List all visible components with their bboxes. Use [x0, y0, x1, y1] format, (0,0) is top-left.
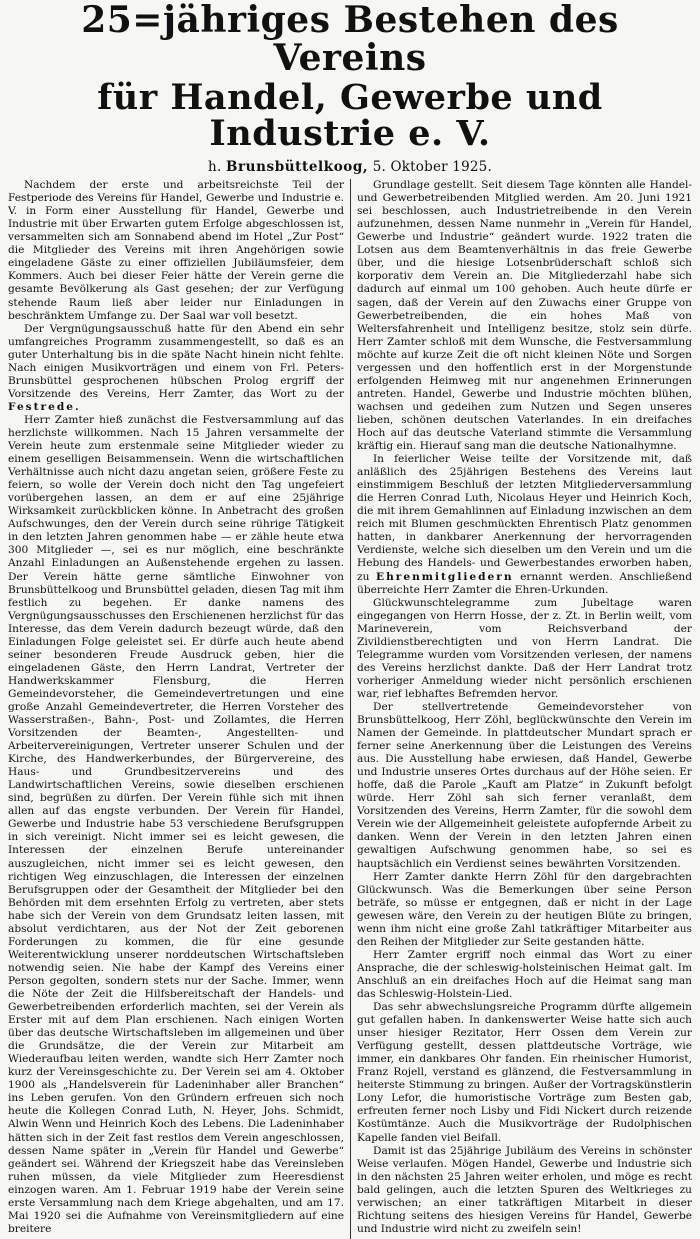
paragraph: Nachdem der erste und arbeitsreichste Teil der Festperiode des Vereins für Handel, Gewerbe und Industrie e. V. in Form einer Ausstellung für Handel, Gewerbe und Industrie mit über Erwarten gutem Erfolge abgeschlossen ist, versammelten sich am Sonnabend abend im Hotel „Zur Post“ die Mitglieder des Vereins mit ihren Angehörigen sowie eingeladene Gäste zu einer offiziellen Jubiläumsfeier, dem Kommers. Auch bei dieser Feier hätte der Verein gerne die gesamte Bevölkerung als Gast gesehen; der zur Verfügung stehende Raum ließ aber leider nur Einladungen in beschränktem Umfange zu. Der Saal war voll besetzt.: [8, 179, 344, 322]
paragraph: Herr Zamter ergriff noch einmal das Wort zu einer Ansprache, die der schleswig-holsteinischen Heimat galt. Im Anschluß an ein dreifaches Hoch auf die Heimat sang man das Schleswig-Holstein-Lied.: [357, 948, 692, 1000]
emphasis-ehrenmitgliedern: Ehrenmitgliedern: [376, 570, 514, 583]
subheading-festrede: Festrede.: [8, 400, 81, 413]
paragraph: [357, 453, 692, 597]
paragraph-text: In feierlicher Weise teilte der Vorsitzende mit, daß anläßlich des 25jährigen Bestehens des Vereins laut einstimmigem Beschluß der letzten Mitgliederversammlung die Herren Conrad Luth, Nicolaus Heyer und Heinrich Koch, die mit ihrem Gemahlinnen auf Einladung inzwischen an dem reich mit Blumen geschmückten Ehrentisch Platz genommen hatten, in dankbarer Anerkennung der hervorragenden Verdienste, welche sich dieselben um den Verein und um die Hebung des Handels- und Gewerbestandes erworben haben, zu: [357, 453, 692, 583]
headline-line-2: für Handel, Gewerbe und Industrie e. V.: [97, 76, 603, 155]
paragraph-text: ernannt werden. Anschließend überreichte Herr Zamter die Ehren-Urkunden.: [357, 570, 692, 596]
paragraph: Herr Zamter dankte Herrn Zöhl für den dargebrachten Glückwunsch. Was die Bemerkungen über seine Person beträfe, so müsse er entgegnen, daß er nicht in der Lage gewesen wäre, den Verein zu der heutigen Blüte zu bringen, wenn ihm nicht eine große Zahl tatkräftiger Mitarbeiter aus den Reihen der Mitglieder zur Seite gestanden hätte.: [357, 870, 692, 948]
headline-line-1: 25=jähriges Bestehen des Vereins: [81, 0, 619, 79]
headline: [8, 2, 692, 153]
dateline: [8, 159, 692, 175]
right-column: [350, 179, 692, 1239]
paragraph: Damit ist das 25jährige Jubiläum des Vereins in schönster Weise verlaufen. Mögen Handel, Gewerbe und Industrie sich in den nächsten 25 Jahren weiter erholen, und möge es recht bald gelingen, auch die letzten Spuren des Weltkrieges zu verwischen; an einer tatkräftigen Mitarbeit in dieser Richtung seitens des hiesigen Vereins für Handel, Gewerbe und Industrie wird nicht zu zweifeln sein!: [357, 1144, 692, 1235]
paragraph: Grundlage gestellt. Seit diesem Tage könnten alle Handel- und Gewerbetreibenden Mitglied werden. Am 20. Juni 1921 sei beschlossen, auch Industrietreibende in den Verein aufzunehmen, dessen Name nunmehr in „Verein für Handel, Gewerbe und Industrie“ geändert wurde. 1922 traten die Lotsen aus dem Beamtenverhältnis in das freie Gewerbe über, und die hiesige Lotsenbrüderschaft schloß sich korporativ dem Verein an. Die Mitgliederzahl habe sich dadurch auf einmal um 100 gehoben. Auch heute dürfe er sagen, daß der Verein auf den Zuwachs einer Gruppe von Gewerbetreibenden, die ein hohes Maß von Weltersfahrenheit und Intelligenz besitze, stolz sein dürfe. Herr Zamter schloß mit dem Wunsche, die Festversammlung möchte auf kurze Zeit die oft nicht kleinen Nöte und Sorgen vergessen und den hoffentlich erst in der Morgenstunde erfolgenden Heimweg mit nur angenehmen Erinnerungen antreten. Handel, Gewerbe und Industrie möchten blühen, wachsen und gedeihen zum Nutzen und Segen unseres lieben, schönen deutschen Vaterlandes. In ein dreifaches Hoch auf das deutsche Vaterland stimmte die Versammlung kräftig ein. Hierauf sang man die deutsche Nationalhymne.: [357, 179, 692, 453]
dateline-date: 5. Oktober 1925.: [372, 159, 492, 176]
dateline-place: Brunsbüttelkoog,: [225, 159, 369, 176]
paragraph-text: Der Vergnügungsausschuß hatte für den Abend ein sehr umfangreiches Programm zusammengestellt, so daß es an guter Unterhaltung bis in die späte Nacht hinein nicht fehlte. Nach einigen Musikvorträgen und einem von Frl. Peters-Brunsbüttel gesprochenen hübschen Prolog ergriff der Vorsitzende des Vereins, Herr Zamter, das Wort zu der: [8, 322, 344, 400]
paragraph: Der stellvertretende Gemeindevorsteher von Brunsbüttelkoog, Herr Zöhl, beglückwünschte den Verein im Namen der Gemeinde. In plattdeutscher Mundart sprach er ferner seine Anerkennung über die Leistungen des Vereins aus. Die Ausstellung habe erwiesen, daß Handel, Gewerbe und Industrie unseres Ortes durchaus auf der Höhe seien. Er hoffe, daß die Parole „Kauft am Platze“ in Zukunft befolgt würde. Herr Zöhl sah sich ferner veranlaßt, dem Vorsitzenden des Vereins, Herrn Zamter, für die sowohl dem Verein wie der Allgemeinheit geleistete aufopfernde Arbeit zu danken. Wenn der Verein in den letzten Jahren einen gewaltigen Aufschwung genommen habe, so sei es hauptsächlich ein Verdienst seines bewährten Vorsitzenden.: [357, 700, 692, 870]
article-body: [8, 179, 692, 1239]
paragraph: Das sehr abwechslungsreiche Programm dürfte allgemein gut gefallen haben. In dankenswerter Weise hatte sich auch unser hiesiger Rezitator, Herr Ossen dem Verein zur Verfügung gestellt, dessen plattdeutsche Vorträge, wie immer, ein dankbares Ohr fanden. Ein rheinischer Humorist, Franz Rojell, verstand es glänzend, die Festversammlung in heiterste Stimmung zu bringen. Außer der Vortragskünstlerin Lony Lefor, die humoristische Vorträge zum Besten gab, erfreuten ferner noch Lisby und Fidi Nickert durch reizende Kostümtänze. Auch die Musikvorträge der Rudolphischen Kapelle fanden viel Beifall.: [357, 1001, 692, 1144]
paragraph: Herr Zamter hieß zunächst die Festversammlung auf das herzlichste willkommen. Nach 15 Jahren versammelte der Verein heute zum erstenmale seine Mitglieder wieder zu einem geselligen Beisammensein. Wenn die wirtschaftlichen Verhältnisse auch nicht dazu angetan seien, größere Feste zu feiern, so wolle der Verein doch nicht den Tag ungefeiert vorübergehen lassen, an dem er auf eine 25jährige Wirksamkeit zurückblicken könne. In Anbetracht des großen Aufschwunges, den der Verein durch seine rührige Tätigkeit in den letzten Jahren genommen habe — er zähle heute etwa 300 Mitglieder —, sei es nur möglich, eine beschränkte Anzahl Einladungen an Außenstehende ergehen zu lassen. Der Verein hätte gerne sämtliche Einwohner von Brunsbüttelkoog und Brunsbüttel geladen, diesen Tag mit ihm festlich zu begehen. Er danke namens des Vergnügungsausschusses den Erschienenen herzlichst für das Interesse, das dem Verein dadurch bezeugt würde, daß den Einladungen Folge geleistet sei. Er dürfe auch heute abend seiner besonderen Freude Ausdruck geben, hier die eingeladenen Gäste, den Herrn Landrat, Vertreter der Handwerkskammer Flensburg, die Herren Gemeindevorsteher, die Gemeindevertretungen und eine große Anzahl Gemeindevertreter, die Herren Vorsteher des Wasserstraßen-, Bahn-, Post- und Zollamtes, die Herren Vorsitzenden der Beamten-, Angestellten- und Arbeitervereinigungen, Vertreter unserer Schulen und der Kirche, des Handwerkerbundes, der Bürgervereine, des Haus- und Grundbesitzervereins und des Landwirtschaftlichen Vereins, sowie dieselben erschienen sind, begrüßen zu dürfen. Der Verein fühle sich mit ihnen allen auf das engste verbunden. Der Verein für Handel, Gewerbe und Industrie habe 53 verschiedene Berufsgruppen in sich vereinigt. Nicht immer sei es leicht gewesen, die Interessen der einzelnen Berufe untereinander auszugleichen, nicht immer sei es leicht gewesen, den richtigen Weg einzuschlagen, die Interessen der einzelnen Berufsgruppen oder der Gesamtheit der Mitglieder bei den Behörden mit dem ersehnten Erfolg zu vertreten, aber stets habe sich der Verein von dem Grundsatz leiten lassen, mit absolut verdichtaren, aus der Not der Zeit geborenen Forderungen zu kommen, die für eine gesunde Weiterentwicklung unserer norddeutschen Wirtschaftsleben notwendig seien. Nie habe der Kampf des Vereins einer Person gegolten, sondern stets nur der Sache. Immer, wenn die Nöte der Zeit die Hilfsbereitschaft der Handels- und Gewerbetreibenden erforderlich machten, sei der Verein als Erster mit auf dem Plan erschienen. Nach einigen Worten über das deutsche Wirtschaftsleben im allgemeinen und über die Grundsätze, die der Verein zur Mitarbeit am Wiederaufbau leiten werden, wandte sich Herr Zamter noch kurz der Vereinsgeschichte zu. Der Verein sei am 4. Oktober 1900 als „Handelsverein für Ladeninhaber aller Branchen“ ins Leben gerufen. Von den Gründern erfreuen sich noch heute die Kollegen Conrad Luth, N. Heyer, Johs. Schmidt, Alwin Wenn und Heinrich Koch des Lebens. Die Ladeninhaber hätten sich in der Zeit fast restlos dem Verein angeschlossen, dessen Name später in „Verein für Handel und Gewerbe“ geändert sei. Während der Kriegszeit habe das Vereinsleben ruhen müssen, da viele Mitglieder zum Heeresdienst einzogen waren. Am 1. Februar 1919 habe der Verein seine erste Versammlung nach dem Kriege abgehalten, und am 17. Mai 1920 sei die Aufnahme von Vereinsmitgliedern auf eine breitere: [8, 413, 344, 1235]
dateline-prefix: h.: [208, 159, 222, 176]
paragraph: Glückwunschtelegramme zum Jubeltage waren eingegangen von Herrn Hosse, der z. Zt. in Berlin weilt, vom Marineverein, vom Reichsverband der Zivildienstberechtigten und von Herrn Landrat. Die Telegramme wurden vom Vorsitzenden verlesen, der namens des Vereins herzlichst dankte. Daß der Herr Landrat trotz vorheriger Anmeldung wieder nicht persönlich erschienen war, rief lebhaftes Befremden hervor.: [357, 596, 692, 700]
left-column: [8, 179, 350, 1239]
paragraph: [8, 323, 344, 414]
